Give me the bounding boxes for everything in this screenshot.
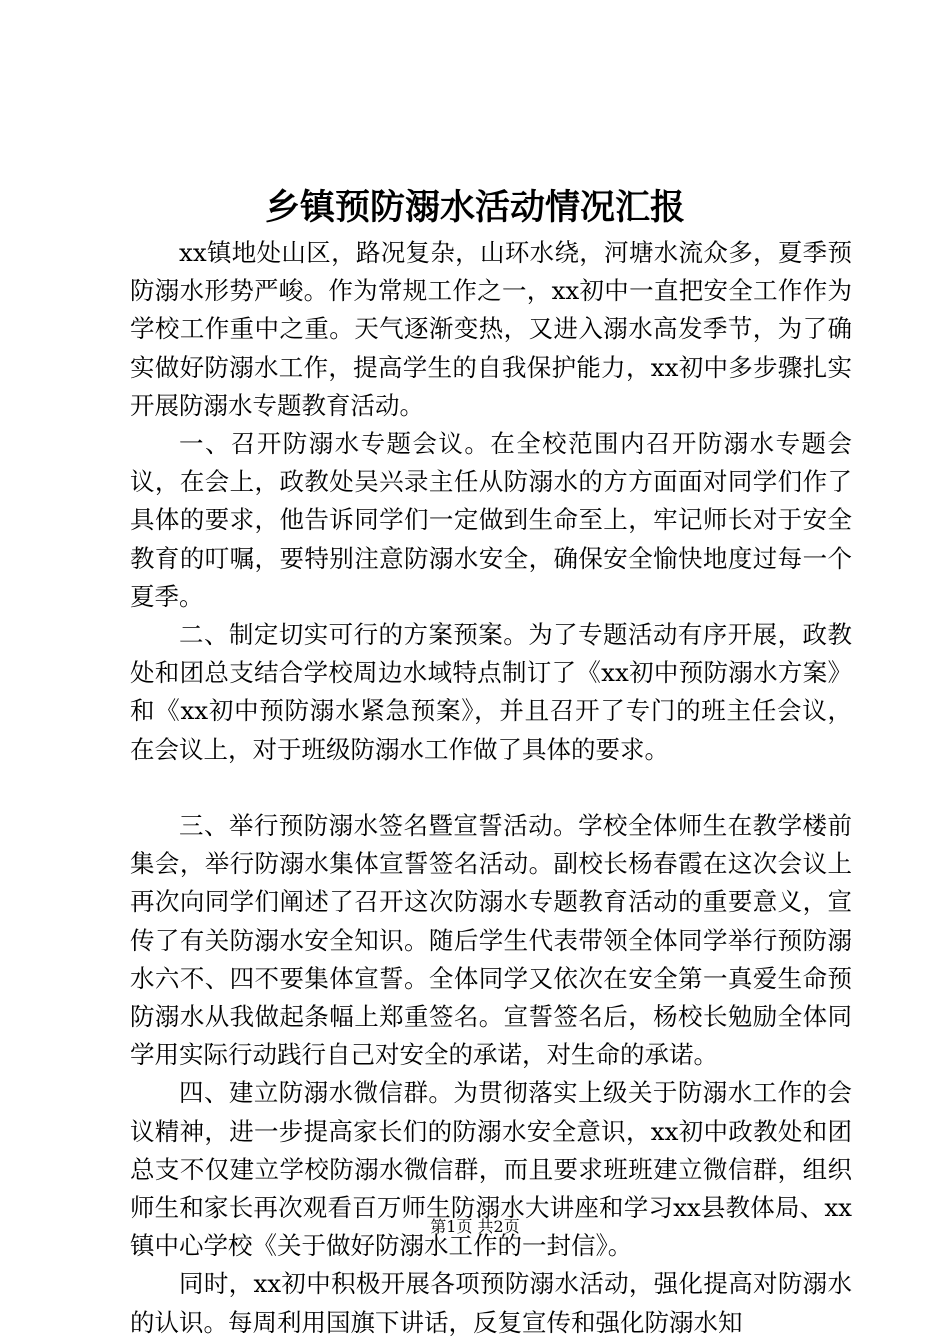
document-title: 乡镇预防溺水活动情况汇报 xyxy=(264,187,685,228)
document-body xyxy=(130,234,852,1342)
blank-line xyxy=(130,769,852,807)
paragraph-section-4: 四、建立防溺水微信群。为贯彻落实上级关于防溺水工作的会议精神，进一步提高家长们的防溺水安全意识，xx初中政教处和团总支不仅建立学校防溺水微信群，而且要求班班建立微信群，组织师生和家长再次观看百万师生防溺水大讲座和学习xx县教体局、xx镇中心学校《关于做好防溺水工作的一封信》。 xyxy=(130,1078,852,1261)
paragraph-section-3: 三、举行预防溺水签名暨宣誓活动。学校全体师生在教学楼前集会，举行防溺水集体宣誓签名活动。副校长杨春霞在这次会议上再次向同学们阐述了召开这次防溺水专题教育活动的重要意义，宣传了有关防溺水安全知识。随后学生代表带领全体同学举行预防溺水六不、四不要集体宣誓。全体同学又依次在安全第一真爱生命预防溺水从我做起条幅上郑重签名。宣誓签名后，杨校长勉励全体同学用实际行动践行自己对安全的承诺，对生命的承诺。 xyxy=(130,811,852,1070)
paragraph-intro: xx镇地处山区，路况复杂，山环水绕，河塘水流众多，夏季预防溺水形势严峻。作为常规工作之一，xx初中一直把安全工作作为学校工作重中之重。天气逐渐变热，又进入溺水高发季节，为了确实做好防溺水工作，提高学生的自我保护能力，xx初中多步骤扎实开展防溺水专题教育活动。 xyxy=(130,238,852,420)
paragraph-meanwhile: 同时，xx初中积极开展各项预防溺水活动，强化提高对防溺水的认识。每周利用国旗下讲话，反复宣传和强化防溺水知 xyxy=(130,1269,852,1337)
paragraph-section-1: 一、召开防溺水专题会议。在全校范围内召开防溺水专题会议，在会上，政教处吴兴录主任从防溺水的方方面面对同学们作了具体的要求，他告诉同学们一定做到生命至上，牢记师长对于安全教育的叮嘱，要特别注意防溺水安全，确保安全愉快地度过每一个夏季。 xyxy=(130,429,852,611)
page-number-footer: 第1页 共2页 xyxy=(430,1217,520,1236)
paragraph-section-2: 二、制定切实可行的方案预案。为了专题活动有序开展，政教处和团总支结合学校周边水域特点制订了《xx初中预防溺水方案》和《xx初中预防溺水紧急预案》，并且召开了专门的班主任会议，在会议上，对于班级防溺水工作做了具体的要求。 xyxy=(130,620,852,764)
